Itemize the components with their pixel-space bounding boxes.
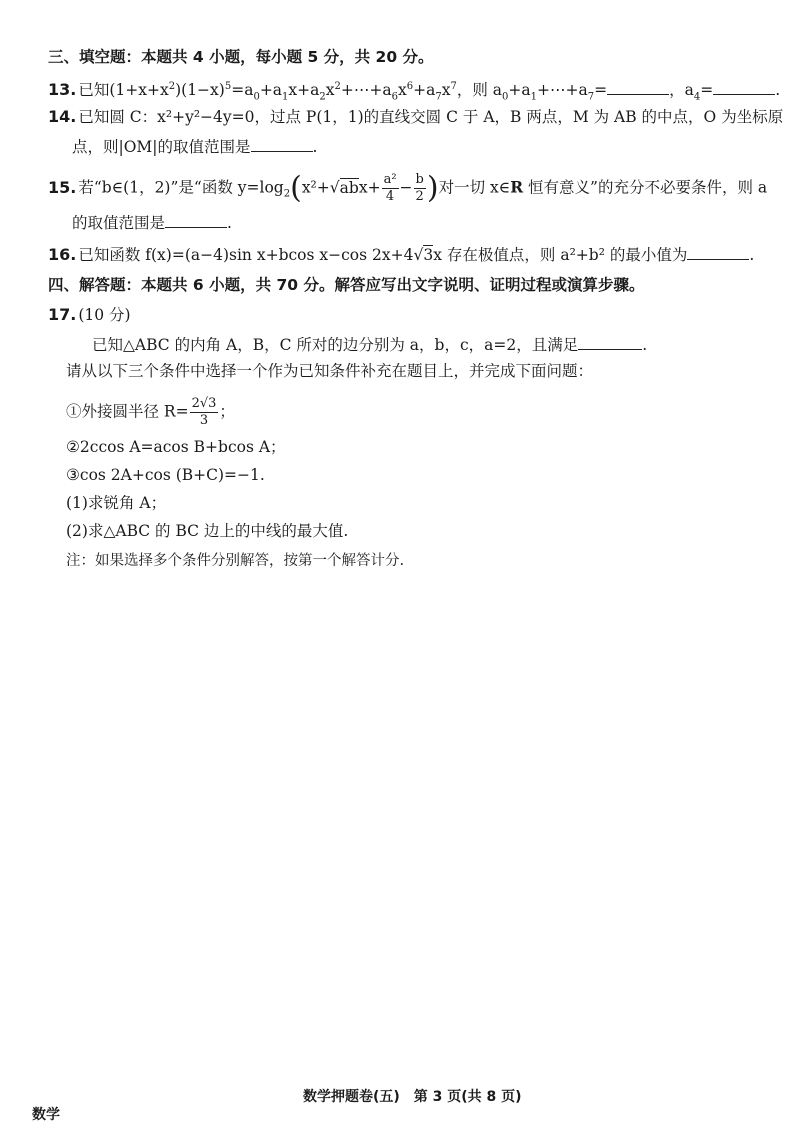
question-17-stem: 已知△ABC 的内角 A，B，C 所对的边分别为 a，b，c，a=2，且满足 . [92, 336, 648, 354]
answer-blank[interactable] [687, 244, 749, 260]
question-16: 16. 已知函数 f(x)=(a−4)sin x+bcos x−cos 2x+4√3x 存在极值点，则 a²+b² 的最小值为 . [48, 245, 755, 264]
question-number: 14. [48, 107, 77, 126]
question-15: 15. 若“b∈(1，2)”是“函数 $y=\log_2(x^2+√abx+$ $\frac{\text{a²}}{4}$ − $\frac{b}{2}$ )对一切 x∈R 恒有意义”的充分不必要条件，则 a [48, 170, 768, 206]
answer-blank[interactable] [607, 79, 669, 95]
note: 注：如果选择多个条件分别解答，按第一个解答计分. [66, 553, 405, 569]
question-number: 16. [48, 245, 77, 264]
condition-1: ①外接圆半径 R= $\frac{2√3}{3}$ ； [66, 396, 235, 428]
answer-blank[interactable] [251, 136, 313, 152]
question-number: 15. [48, 177, 77, 197]
answer-blank[interactable] [165, 212, 227, 228]
part-2: (2)求△ABC 的 BC 边上的中线的最大值. [66, 522, 349, 540]
subject-label: 数学 [32, 1107, 60, 1123]
question-14-cont: 点，则|OM|的取值范围是 . [72, 138, 318, 156]
answer-blank[interactable] [713, 79, 775, 95]
page-footer: 数学押题卷(五) 第 3 页(共 8 页) [303, 1089, 522, 1105]
section-3-heading: 三、填空题：本题共 4 小题，每小题 5 分，共 20 分。 [48, 48, 434, 66]
condition-3: ③cos 2A+cos (B+C)=−1. [66, 466, 265, 484]
question-number: 17. [48, 305, 77, 324]
question-number: 13. [48, 80, 77, 100]
question-15-cont: 的取值范围是 . [72, 214, 232, 232]
question-14: 14. 已知圆 C：x²+y²−4y=0，过点 P(1，1)的直线交圆 C 于 A，B 两点，M 为 AB 的中点，O 为坐标原 [48, 107, 784, 126]
section-4-heading: 四、解答题：本题共 6 小题，共 70 分。解答应写出文字说明、证明过程或演算步骤。 [48, 276, 645, 294]
question-17-instruction: 请从以下三个条件中选择一个作为已知条件补充在题目上，并完成下面问题： [66, 362, 594, 380]
fraction: $\frac{\text{a²}}{4}$ [383, 172, 397, 204]
part-1: (1)求锐角 A； [66, 494, 167, 512]
fraction: $\frac{b}{2}$ [415, 172, 424, 204]
question-13: 13. 已知$(1+x+x^2)(1-x)^5=a_0+a_1x+a_2x^2+\cdots+a_6x^6+a_7x^7$，则 $a_0+a_1+\cdots+a_7=$ ，$a_4=$ . [48, 80, 781, 103]
condition-2: ②2ccos A=acos B+bcos A； [66, 438, 286, 456]
question-17 [48, 304, 131, 326]
fraction: $\frac{2√3}{3}$ [191, 396, 217, 428]
answer-blank[interactable] [578, 334, 642, 350]
score: (10 分) [78, 306, 131, 324]
